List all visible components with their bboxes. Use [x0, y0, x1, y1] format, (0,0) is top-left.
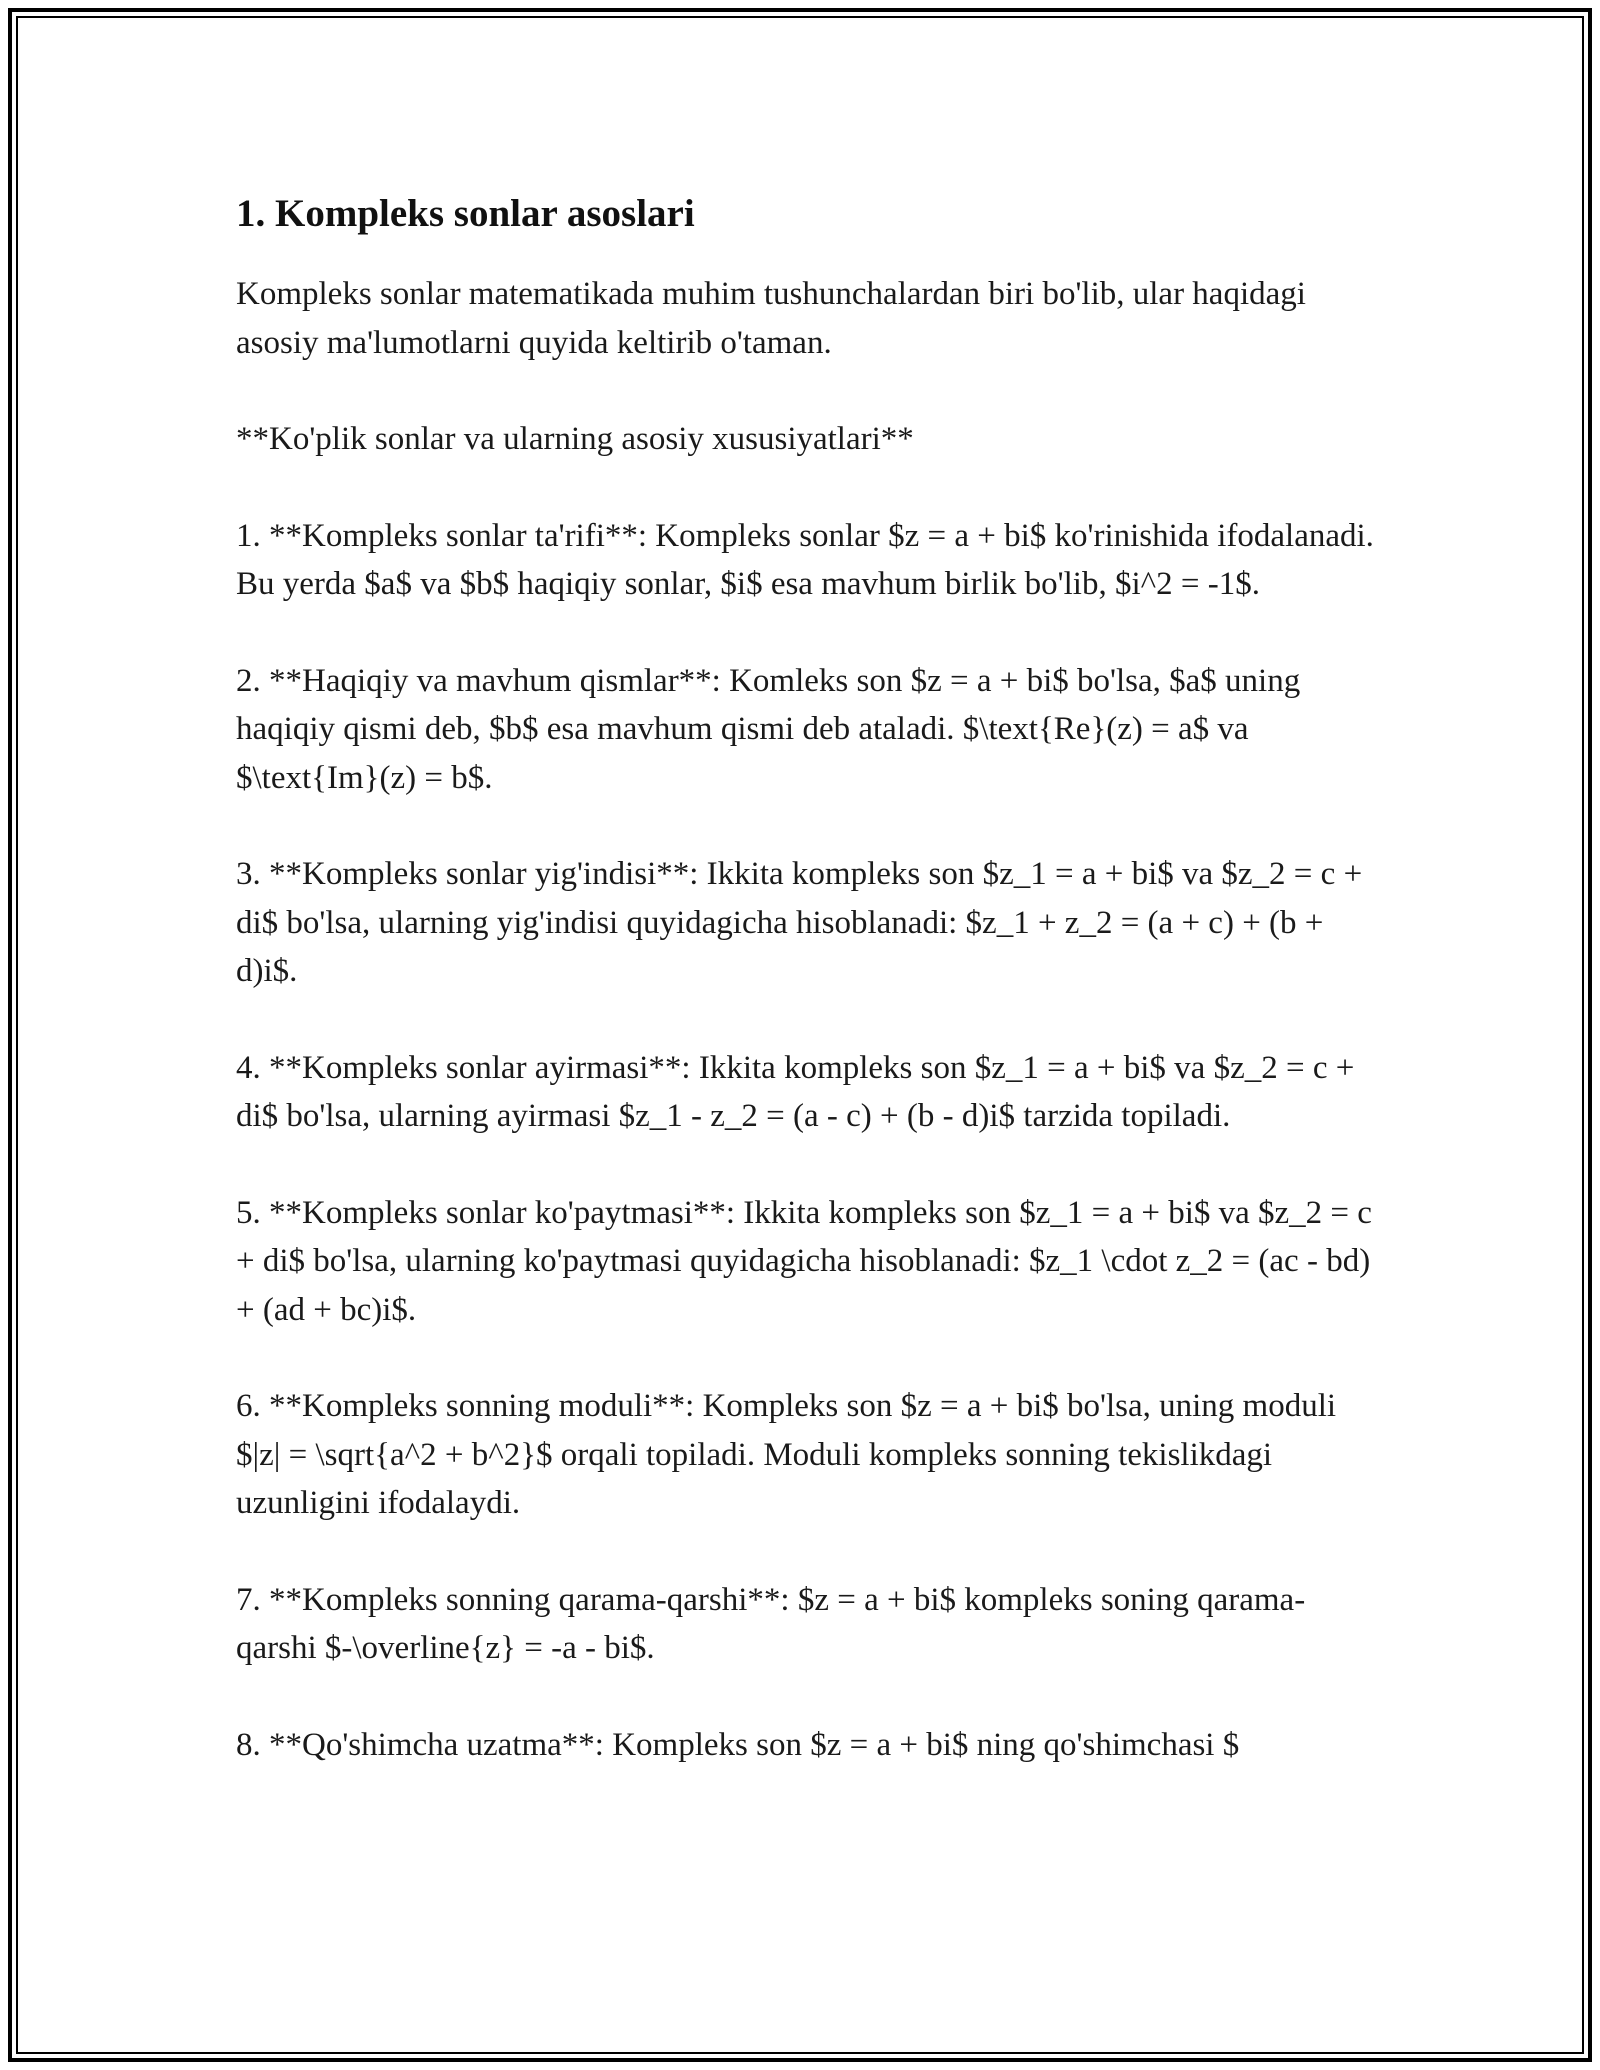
list-item-difference: 4. **Kompleks sonlar ayirmasi**: Ikkita kompleks son $z_1 = a + bi$ va $z_2 = c + di$ bo'lsa, ularning ayirmasi $z_1 - z_2 = (a - c) + (b - d)i$ tarzida topiladi.: [236, 1049, 1355, 1134]
document-body: [236, 186, 1376, 1817]
document-title: 1. Kompleks sonlar asoslari: [236, 192, 695, 235]
list-item-modulus: 6. **Kompleks sonning moduli**: Kompleks son $z = a + bi$ bo'lsa, uning moduli $|z| = \sqrt{a^2 + b^2}$ orqali topiladi. Moduli kompleks sonning tekislikdagi uzunligini ifodalaydi.: [236, 1388, 1337, 1521]
list-item-sum: 3. **Kompleks sonlar yig'indisi**: Ikkita kompleks son $z_1 = a + bi$ va $z_2 = c + di$ bo'lsa, ularning yig'indisi quyidagicha hisoblanadi: $z_1 + z_2 = (a + c) + (b + d)i$.: [236, 856, 1363, 989]
section-heading-paragraph: **Ko'plik sonlar va ularning asosiy xususiyatlari**: [236, 421, 914, 457]
list-item-conjugate: 8. **Qo'shimcha uzatma**: Kompleks son $z = a + bi$ ning qo'shimchasi $: [236, 1726, 1240, 1763]
list-item-product: 5. **Kompleks sonlar ko'paytmasi**: Ikkita kompleks son $z_1 = a + bi$ va $z_2 = c + di$ bo'lsa, ularning ko'paytmasi quyidagicha hisoblanadi: $z_1 \cdot z_2 = (ac - bd) + (ad + bc)i$.: [236, 1194, 1372, 1328]
list-item-definition: 1. **Kompleks sonlar ta'rifi**: Kompleks sonlar $z = a + bi$ ko'rinishida ifodalanadi. Bu yerda $a$ va $b$ haqiqiy sonlar, $i$ esa mavhum birlik bo'lib, $i^2 = -1$.: [236, 517, 1374, 602]
intro-paragraph: Kompleks sonlar matematikada muhim tushunchalardan biri bo'lib, ular haqidagi asosiy ma'lumotlarni quyida keltirib o'taman.: [236, 276, 1306, 361]
list-item-real-imaginary-parts: 2. **Haqiqiy va mavhum qismlar**: Komleks son $z = a + bi$ bo'lsa, $a$ uning haqiqiy qismi deb, $b$ esa mavhum qismi deb ataladi. $\text{Re}(z) = a$ va $\text{Im}(z) = b$.: [236, 662, 1301, 796]
list-item-opposite: 7. **Kompleks sonning qarama-qarshi**: $z = a + bi$ kompleks soning qarama-qarshi $-\overline{z} = -a - bi$.: [236, 1581, 1306, 1666]
